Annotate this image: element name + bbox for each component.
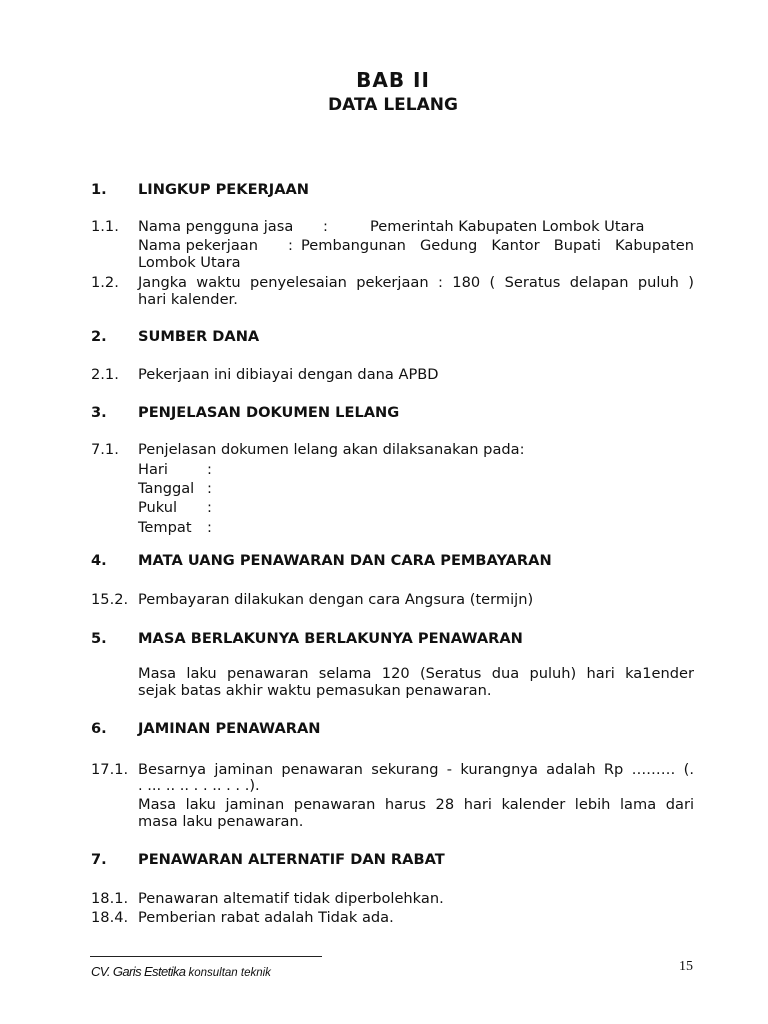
item-number: 1.1.: [91, 218, 119, 235]
item-text-cont: Masa laku jaminan penawaran harus 28 hari kalender lebih lama dari: [138, 796, 694, 813]
schedule-colon: :: [207, 461, 212, 478]
item-number: 2.1.: [91, 366, 119, 383]
item-text: Pembayaran dilakukan dengan cara Angsura (termijn): [138, 591, 534, 608]
schedule-colon: :: [207, 519, 212, 536]
item-text: Pekerjaan ini dibiayai dengan dana APBD: [138, 366, 439, 383]
company-subtitle: konsultan teknik: [188, 967, 271, 979]
section-title: PENJELASAN DOKUMEN LELANG: [138, 404, 400, 421]
schedule-label-hari: Hari: [138, 461, 168, 478]
item-text: Penawaran altematif tidak diperbolehkan.: [138, 890, 444, 907]
section-number: 7.: [91, 851, 107, 868]
section-number: 3.: [91, 404, 107, 421]
chapter-heading: BAB II: [356, 68, 430, 92]
section-title: SUMBER DANA: [138, 328, 260, 345]
item-number: 7.1.: [91, 441, 119, 458]
field-colon: :: [288, 237, 293, 254]
schedule-label-tempat: Tempat: [138, 519, 192, 536]
item-number: 1.2.: [91, 274, 119, 291]
item-text: Jangka waktu penyelesaian pekerjaan : 180 ( Seratus delapan puluh ): [138, 274, 694, 291]
section-number: 1.: [91, 181, 107, 198]
item-number: 18.1.: [91, 890, 129, 907]
company-name: CV. Garis Estetika: [91, 964, 186, 979]
field-value: Pembangunan Gedung Kantor Bupati Kabupaten: [301, 237, 694, 254]
section-title: MATA UANG PENAWARAN DAN CARA PEMBAYARAN: [138, 552, 552, 569]
section-number: 6.: [91, 720, 107, 737]
item-text-cont: . ... .. .. . . .. . . .).: [138, 777, 260, 794]
section-number: 2.: [91, 328, 107, 345]
field-label: Nama pekerjaan: [138, 237, 258, 254]
paragraph-line: Masa laku penawaran selama 120 (Seratus dua puluh) hari ka1ender: [138, 665, 694, 682]
item-number: 15.2.: [91, 591, 129, 608]
section-number: 5.: [91, 630, 107, 647]
item-number: 17.1.: [91, 761, 129, 778]
section-title: MASA BERLAKUNYA BERLAKUNYA PENAWARAN: [138, 630, 523, 647]
item-text-cont: hari kalender.: [138, 291, 238, 308]
item-text: Pemberian rabat adalah Tidak ada.: [138, 909, 394, 926]
item-text: Besarnya jaminan penawaran sekurang - kurangnya adalah Rp ……… (.: [138, 761, 694, 778]
page-title: DATA LELANG: [328, 95, 458, 115]
field-value-cont: Lombok Utara: [138, 254, 241, 271]
schedule-colon: :: [207, 499, 212, 516]
paragraph-line: sejak batas akhir waktu pemasukan penawaran.: [138, 682, 492, 699]
schedule-colon: :: [207, 480, 212, 497]
schedule-label-pukul: Pukul: [138, 499, 178, 516]
section-title: LINGKUP PEKERJAAN: [138, 181, 310, 198]
footer-company: [91, 964, 271, 979]
item-text-cont: masa laku penawaran.: [138, 813, 304, 830]
item-text: Penjelasan dokumen lelang akan dilaksanakan pada:: [138, 441, 525, 458]
page-number: 15: [679, 959, 693, 974]
footer-divider: [90, 956, 322, 957]
item-number: 18.4.: [91, 909, 129, 926]
field-colon: :: [323, 218, 328, 235]
field-label: Nama pengguna jasa: [138, 218, 294, 235]
section-title: PENAWARAN ALTERNATIF DAN RABAT: [138, 851, 445, 868]
schedule-label-tanggal: Tanggal: [138, 480, 195, 497]
field-value: Pemerintah Kabupaten Lombok Utara: [370, 218, 645, 235]
section-number: 4.: [91, 552, 107, 569]
section-title: JAMINAN PENAWARAN: [138, 720, 321, 737]
